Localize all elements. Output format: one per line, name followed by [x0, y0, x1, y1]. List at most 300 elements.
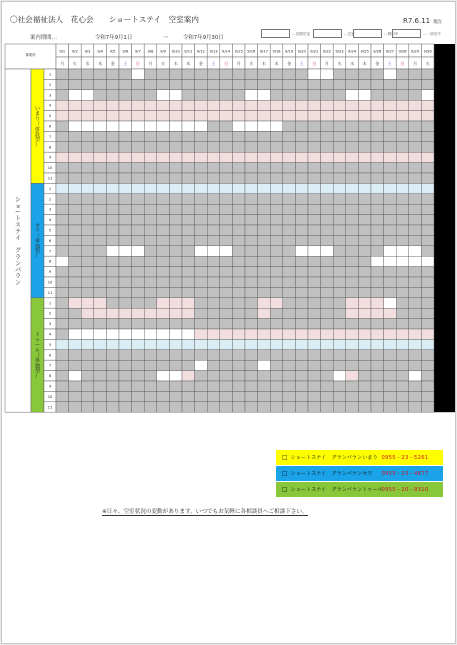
vacancy-cell: [409, 339, 422, 349]
vacancy-cell: [182, 225, 195, 235]
vacancy-cell: [308, 225, 321, 235]
unit-label-char: ま: [34, 111, 41, 118]
vacancy-cell: [144, 298, 157, 308]
vacancy-cell: [308, 329, 321, 339]
vacancy-cell: [358, 79, 371, 89]
vacancy-cell: [358, 235, 371, 245]
vacancy-cell: [358, 142, 371, 152]
vacancy-cell: [195, 298, 208, 308]
vacancy-cell: [157, 287, 170, 297]
vacancy-cell: [81, 79, 94, 89]
vacancy-cell: [396, 308, 409, 318]
vacancy-cell: [384, 204, 397, 214]
day-label: 9/5: [109, 49, 116, 54]
legend-label-long-vacant: …長期空室: [292, 32, 310, 36]
vacancy-cell: [346, 152, 359, 162]
vacancy-cell: [358, 371, 371, 381]
vacancy-cell: [207, 319, 220, 329]
vacancy-cell: [207, 194, 220, 204]
vacancy-cell: [94, 371, 107, 381]
vacancy-cell: [119, 235, 132, 245]
vacancy-cell: [371, 142, 384, 152]
vacancy-cell: [295, 267, 308, 277]
vacancy-cell: [106, 298, 119, 308]
vacancy-cell: [69, 152, 82, 162]
vacancy-cell: [321, 339, 334, 349]
vacancy-cell: [321, 329, 334, 339]
vacancy-cell: [270, 298, 283, 308]
vacancy-cell: [321, 173, 334, 183]
vacancy-cell: [321, 319, 334, 329]
room-number: 5: [48, 228, 52, 233]
vacancy-cell: [396, 277, 409, 287]
vacancy-cell: [421, 319, 434, 329]
vacancy-cell: [94, 381, 107, 391]
vacancy-cell: [295, 215, 308, 225]
vacancy-cell: [245, 194, 258, 204]
vacancy-cell: [207, 204, 220, 214]
vacancy-cell: [132, 298, 145, 308]
vacancy-cell: [56, 381, 69, 391]
vacancy-cell: [220, 350, 233, 360]
vacancy-cell: [283, 381, 296, 391]
vacancy-cell: [169, 371, 182, 381]
vacancy-cell: [157, 256, 170, 266]
vacancy-cell: [232, 225, 245, 235]
vacancy-cell: [157, 131, 170, 141]
weekday-label: 月: [324, 61, 329, 66]
vacancy-cell: [144, 391, 157, 401]
vacancy-cell: [132, 329, 145, 339]
vacancy-cell: [232, 163, 245, 173]
vacancy-cell: [106, 121, 119, 131]
vacancy-cell: [132, 277, 145, 287]
vacancy-cell: [144, 402, 157, 412]
vacancy-cell: [346, 90, 359, 100]
room-number: 1: [48, 301, 52, 306]
vacancy-cell: [182, 381, 195, 391]
vacancy-cell: [207, 371, 220, 381]
vacancy-cell: [220, 381, 233, 391]
vacancy-cell: [144, 131, 157, 141]
vacancy-cell: [346, 235, 359, 245]
vacancy-cell: [81, 111, 94, 121]
vacancy-cell: [333, 100, 346, 110]
vacancy-cell: [195, 308, 208, 318]
vacancy-cell: [94, 100, 107, 110]
vacancy-cell: [169, 225, 182, 235]
vacancy-cell: [409, 319, 422, 329]
contact-name: ショートステイ グランパラントゥール: [290, 487, 383, 493]
vacancy-cell: [169, 329, 182, 339]
room-number: 10: [47, 394, 53, 399]
vacancy-cell: [119, 100, 132, 110]
vacancy-cell: [157, 298, 170, 308]
vacancy-cell: [295, 277, 308, 287]
vacancy-cell: [308, 131, 321, 141]
vacancy-cell: [69, 246, 82, 256]
vacancy-cell: [195, 256, 208, 266]
vacancy-cell: [358, 194, 371, 204]
room-number: 9: [48, 155, 52, 160]
vacancy-cell: [169, 319, 182, 329]
vacancy-cell: [169, 183, 182, 193]
vacancy-cell: [258, 391, 271, 401]
facility-char: グ: [14, 247, 22, 255]
unit-label-char: ）: [34, 373, 41, 380]
vacancy-cell: [384, 152, 397, 162]
vacancy-cell: [333, 246, 346, 256]
vacancy-cell: [384, 360, 397, 370]
vacancy-cell: [169, 339, 182, 349]
day-label: 9/28: [398, 49, 407, 54]
vacancy-cell: [358, 131, 371, 141]
vacancy-cell: [396, 235, 409, 245]
vacancy-cell: [409, 111, 422, 121]
vacancy-cell: [258, 339, 271, 349]
weekday-label: 火: [425, 61, 430, 66]
vacancy-cell: [371, 329, 384, 339]
vacancy-cell: [56, 235, 69, 245]
vacancy-cell: [270, 402, 283, 412]
room-number: 10: [47, 166, 53, 171]
vacancy-cell: [396, 100, 409, 110]
weekday-label: 日: [135, 61, 140, 66]
vacancy-cell: [69, 131, 82, 141]
vacancy-cell: [119, 391, 132, 401]
unit-label-char: 単: [34, 238, 41, 245]
vacancy-cell: [371, 79, 384, 89]
vacancy-cell: [384, 235, 397, 245]
vacancy-cell: [182, 267, 195, 277]
vacancy-cell: [295, 256, 308, 266]
vacancy-cell: [182, 142, 195, 152]
vacancy-cell: [409, 235, 422, 245]
vacancy-cell: [270, 350, 283, 360]
facility-char: パ: [14, 266, 22, 274]
vacancy-cell: [182, 69, 195, 79]
vacancy-cell: [182, 100, 195, 110]
vacancy-cell: [144, 90, 157, 100]
facility-char: テ: [14, 228, 22, 236]
vacancy-cell: [56, 277, 69, 287]
vacancy-cell: [220, 225, 233, 235]
vacancy-cell: [207, 173, 220, 183]
notice-text: ※日々、空室状況の変動があります。いつでもお気軽に各相談員へご相談下さい。: [102, 509, 308, 515]
vacancy-cell: [169, 152, 182, 162]
vacancy-cell: [69, 267, 82, 277]
vacancy-cell: [182, 277, 195, 287]
vacancy-cell: [270, 256, 283, 266]
vacancy-cell: [106, 225, 119, 235]
facility-char: ラ: [14, 273, 22, 281]
vacancy-cell: [283, 235, 296, 245]
vacancy-cell: [308, 287, 321, 297]
vacancy-cell: [245, 329, 258, 339]
vacancy-cell: [94, 339, 107, 349]
vacancy-cell: [245, 402, 258, 412]
vacancy-cell: [358, 329, 371, 339]
vacancy-cell: [232, 298, 245, 308]
vacancy-cell: [220, 204, 233, 214]
vacancy-cell: [346, 256, 359, 266]
unit-label-char: 型: [34, 137, 41, 144]
vacancy-cell: [232, 402, 245, 412]
vacancy-cell: [69, 256, 82, 266]
vacancy-cell: [119, 111, 132, 121]
vacancy-cell: [371, 183, 384, 193]
vacancy-cell: [371, 215, 384, 225]
room-number: 4: [48, 332, 52, 337]
vacancy-cell: [321, 256, 334, 266]
vacancy-cell: [283, 100, 296, 110]
day-label: 9/13: [209, 49, 218, 54]
vacancy-cell: [283, 215, 296, 225]
vacancy-cell: [409, 194, 422, 204]
vacancy-cell: [232, 360, 245, 370]
unit-label-char: り: [34, 116, 41, 123]
vacancy-cell: [232, 235, 245, 245]
vacancy-cell: [421, 163, 434, 173]
vacancy-cell: [106, 100, 119, 110]
vacancy-cell: [119, 329, 132, 339]
vacancy-cell: [396, 256, 409, 266]
vacancy-cell: [308, 308, 321, 318]
vacancy-cell: [182, 402, 195, 412]
room-number: 11: [47, 176, 53, 181]
vacancy-cell: [119, 204, 132, 214]
vacancy-cell: [295, 131, 308, 141]
vacancy-cell: [245, 163, 258, 173]
vacancy-cell: [220, 142, 233, 152]
vacancy-cell: [132, 215, 145, 225]
vacancy-cell: [308, 381, 321, 391]
vacancy-cell: [384, 391, 397, 401]
vacancy-cell: [56, 329, 69, 339]
vacancy-cell: [56, 69, 69, 79]
vacancy-cell: [308, 298, 321, 308]
vacancy-cell: [371, 267, 384, 277]
vacancy-cell: [283, 204, 296, 214]
vacancy-cell: [245, 256, 258, 266]
vacancy-cell: [333, 225, 346, 235]
vacancy-cell: [270, 267, 283, 277]
vacancy-cell: [358, 308, 371, 318]
vacancy-cell: [308, 183, 321, 193]
vacancy-cell: [270, 69, 283, 79]
vacancy-cell: [321, 79, 334, 89]
vacancy-cell: [195, 371, 208, 381]
vacancy-cell: [409, 381, 422, 391]
vacancy-cell: [182, 287, 195, 297]
vacancy-cell: [258, 79, 271, 89]
vacancy-cell: [258, 142, 271, 152]
vacancy-cell: [295, 235, 308, 245]
vacancy-cell: [81, 402, 94, 412]
vacancy-cell: [245, 152, 258, 162]
unit-label-char: （: [34, 353, 41, 359]
vacancy-cell: [106, 277, 119, 287]
period-separator: 〜: [163, 35, 169, 41]
vacancy-cell: [69, 204, 82, 214]
vacancy-cell: [220, 402, 233, 412]
vacancy-cell: [144, 163, 157, 173]
vacancy-cell: [195, 173, 208, 183]
room-number: 6: [48, 238, 52, 243]
vacancy-cell: [283, 308, 296, 318]
vacancy-cell: [169, 246, 182, 256]
vacancy-cell: [295, 371, 308, 381]
vacancy-cell: [144, 319, 157, 329]
vacancy-cell: [119, 173, 132, 183]
vacancy-cell: [346, 79, 359, 89]
room-number: 1: [48, 186, 52, 191]
vacancy-cell: [346, 111, 359, 121]
vacancy-cell: [81, 215, 94, 225]
vacancy-cell: [258, 287, 271, 297]
weekday-label: 火: [161, 61, 166, 66]
vacancy-cell: [169, 350, 182, 360]
vacancy-cell: [232, 79, 245, 89]
contact-phone[interactable]: 0955－20－9310: [381, 487, 429, 493]
vacancy-cell: [132, 131, 145, 141]
room-number: 2: [48, 197, 52, 202]
vacancy-cell: [421, 256, 434, 266]
vacancy-cell: [321, 111, 334, 121]
vacancy-cell: [333, 215, 346, 225]
vacancy-cell: [245, 215, 258, 225]
vacancy-cell: [421, 339, 434, 349]
vacancy-cell: [144, 173, 157, 183]
vacancy-cell: [321, 371, 334, 381]
vacancy-cell: [119, 183, 132, 193]
vacancy-cell: [106, 371, 119, 381]
vacancy-cell: [245, 287, 258, 297]
vacancy-cell: [94, 235, 107, 245]
vacancy-cell: [94, 79, 107, 89]
vacancy-cell: [119, 267, 132, 277]
vacancy-cell: [245, 381, 258, 391]
vacancy-cell: [245, 69, 258, 79]
room-number: 7: [48, 249, 52, 254]
vacancy-cell: [245, 90, 258, 100]
vacancy-cell: [245, 246, 258, 256]
vacancy-cell: [384, 79, 397, 89]
vacancy-cell: [69, 183, 82, 193]
vacancy-cell: [409, 183, 422, 193]
vacancy-cell: [94, 90, 107, 100]
vacancy-cell: [295, 79, 308, 89]
vacancy-cell: [409, 287, 422, 297]
contact-phone[interactable]: 0955－23－5261: [381, 455, 429, 461]
vacancy-cell: [321, 402, 334, 412]
vacancy-cell: [182, 215, 195, 225]
vacancy-cell: [232, 381, 245, 391]
vacancy-cell: [371, 69, 384, 79]
vacancy-cell: [56, 391, 69, 401]
vacancy-cell: [421, 360, 434, 370]
vacancy-cell: [81, 360, 94, 370]
vacancy-cell: [94, 225, 107, 235]
vacancy-cell: [358, 246, 371, 256]
vacancy-cell: [308, 215, 321, 225]
vacancy-cell: [132, 246, 145, 256]
vacancy-cell: [106, 246, 119, 256]
weekday-label: 金: [110, 61, 115, 66]
vacancy-cell: [346, 308, 359, 318]
vacancy-cell: [220, 152, 233, 162]
vacancy-cell: [270, 194, 283, 204]
vacancy-cell: [371, 121, 384, 131]
vacancy-cell: [396, 121, 409, 131]
vacancy-cell: [333, 173, 346, 183]
day-label: 9/22: [322, 49, 331, 54]
room-number: 3: [48, 322, 52, 327]
vacancy-cell: [421, 235, 434, 245]
vacancy-cell: [106, 267, 119, 277]
vacancy-cell: [157, 79, 170, 89]
vacancy-cell: [384, 246, 397, 256]
vacancy-cell: [371, 402, 384, 412]
vacancy-cell: [321, 152, 334, 162]
vacancy-cell: [270, 235, 283, 245]
vacancy-cell: [295, 183, 308, 193]
vacancy-cell: [232, 90, 245, 100]
vacancy-cell: [144, 360, 157, 370]
vacancy-cell: [421, 69, 434, 79]
vacancy-cell: [195, 79, 208, 89]
vacancy-cell: [346, 246, 359, 256]
weekday-label: 月: [413, 61, 418, 66]
vacancy-cell: [94, 350, 107, 360]
vacancy-cell: [283, 360, 296, 370]
vacancy-cell: [258, 215, 271, 225]
vacancy-cell: [220, 287, 233, 297]
vacancy-cell: [106, 308, 119, 318]
vacancy-cell: [106, 204, 119, 214]
day-label: 9/4: [97, 49, 103, 54]
vacancy-cell: [396, 163, 409, 173]
vacancy-cell: [371, 371, 384, 381]
vacancy-cell: [81, 142, 94, 152]
vacancy-cell: [333, 142, 346, 152]
vacancy-cell: [245, 371, 258, 381]
vacancy-cell: [333, 69, 346, 79]
vacancy-cell: [195, 215, 208, 225]
vacancy-cell: [69, 225, 82, 235]
vacancy-cell: [106, 131, 119, 141]
vacancy-cell: [258, 329, 271, 339]
vacancy-cell: [69, 163, 82, 173]
weekday-label: 水: [261, 61, 266, 66]
vacancy-cell: [144, 69, 157, 79]
vacancy-cell: [258, 225, 271, 235]
vacancy-cell: [94, 111, 107, 121]
period-end: 令和7年9月30日: [183, 35, 224, 41]
vacancy-cell: [384, 402, 397, 412]
vacancy-cell: [56, 79, 69, 89]
vacancy-cell: [245, 360, 258, 370]
vacancy-cell: [396, 402, 409, 412]
vacancy-cell: [69, 329, 82, 339]
contact-phone[interactable]: 0955－23－4677: [381, 471, 429, 477]
vacancy-cell: [346, 371, 359, 381]
vacancy-cell: [232, 183, 245, 193]
vacancy-cell: [409, 371, 422, 381]
vacancy-cell: [283, 287, 296, 297]
weekday-label: 土: [211, 61, 216, 66]
vacancy-cell: [396, 381, 409, 391]
